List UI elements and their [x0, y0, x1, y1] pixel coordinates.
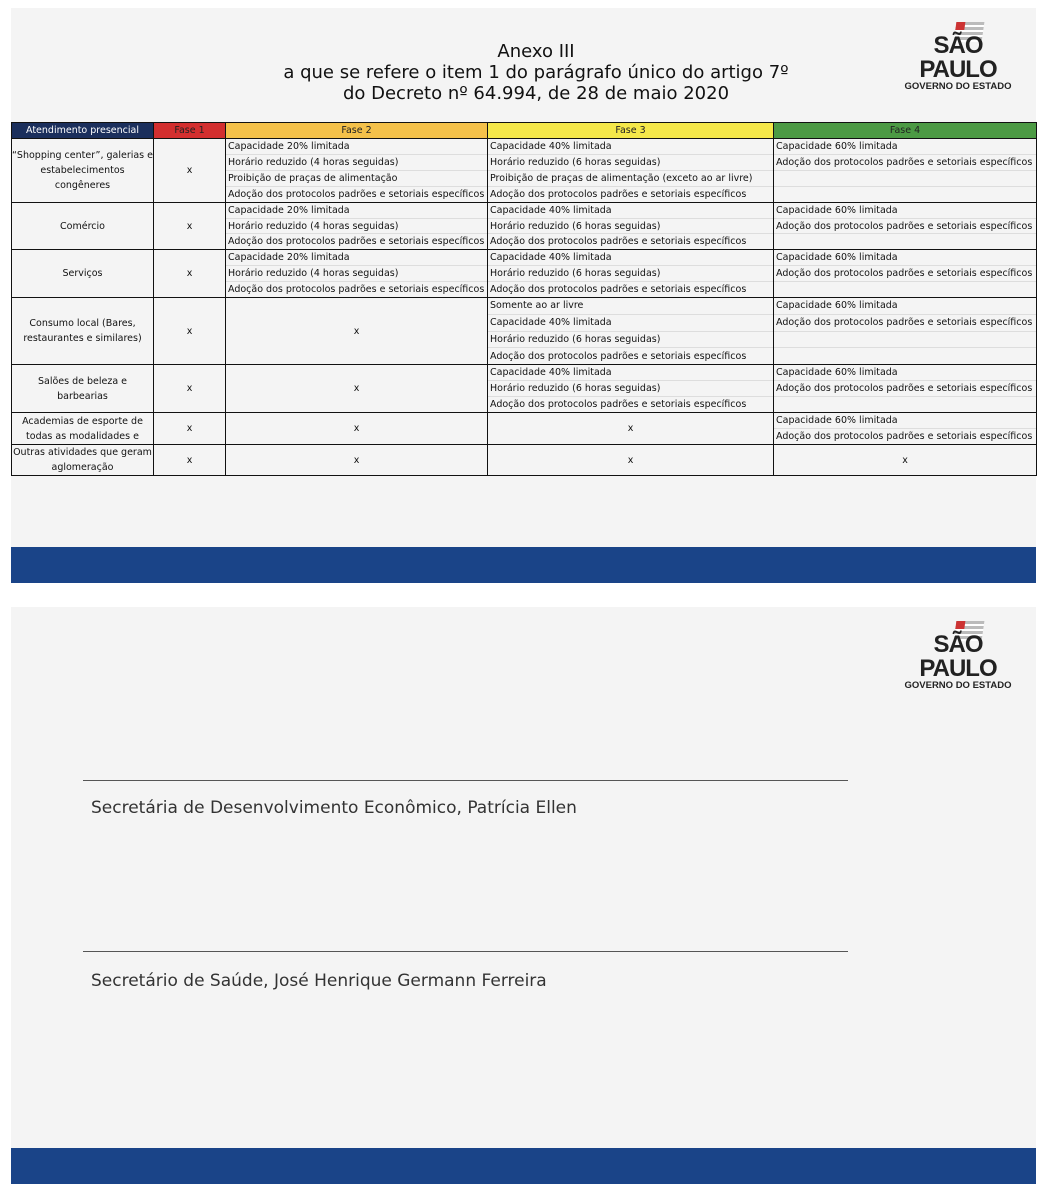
logo-name: SÃO PAULO	[919, 631, 997, 682]
activity-label: Academias de esporte de todas as modalidades e	[12, 413, 154, 445]
rule-item: Capacidade 60% limitada	[774, 203, 1036, 219]
fase1-closed-mark: x	[154, 365, 226, 413]
sao-paulo-logo	[898, 34, 1018, 92]
empty-line	[774, 282, 1036, 297]
table-row	[12, 250, 1037, 298]
header-fase-3: Fase 3	[488, 123, 774, 139]
signature-line	[83, 780, 848, 781]
signature-economic-secretary: Secretária de Desenvolvimento Econômico, Patrícia Ellen	[91, 798, 577, 818]
rule-item: Somente ao ar livre	[488, 298, 773, 315]
header-fase-1: Fase 1	[154, 123, 226, 139]
footer-band	[11, 547, 1036, 583]
table-row	[12, 298, 1037, 365]
rule-item: Adoção dos protocolos padrões e setoriais específicos	[490, 284, 747, 295]
rule-item: Capacidade 60% limitada	[774, 298, 1036, 315]
activity-label: “Shopping center”, galerias e estabelecimentos congêneres	[12, 139, 154, 203]
fase1-closed-mark: x	[154, 203, 226, 250]
table-row	[12, 139, 1037, 203]
signature-health-secretary: Secretário de Saúde, José Henrique Germann Ferreira	[91, 971, 547, 991]
empty-line	[774, 187, 1036, 202]
fase3-rules	[488, 365, 774, 413]
rule-item: Horário reduzido (6 horas seguidas)	[488, 155, 773, 171]
rule-item: Adoção dos protocolos padrões e setoriais específicos	[490, 189, 747, 200]
rule-item: Adoção dos protocolos padrões e setoriais específicos	[776, 431, 1033, 442]
empty-line	[774, 234, 1036, 249]
rule-item: Adoção dos protocolos padrões e setoriais específicos	[774, 155, 1036, 171]
rule-item: Horário reduzido (6 horas seguidas)	[488, 219, 773, 235]
fase4-rules	[774, 298, 1037, 365]
table-row	[12, 445, 1037, 476]
fase2-rules	[226, 203, 488, 250]
fase4-rules	[774, 413, 1037, 445]
rule-item: Capacidade 40% limitada	[488, 139, 773, 155]
rule-item: Capacidade 60% limitada	[774, 250, 1036, 266]
rule-item: Adoção dos protocolos padrões e setoriais específicos	[228, 189, 485, 200]
header-atendimento-presencial: Atendimento presencial	[12, 123, 154, 139]
rule-item: Adoção dos protocolos padrões e setoriais específicos	[228, 284, 485, 295]
rule-item: Adoção dos protocolos padrões e setoriais específicos	[228, 236, 485, 248]
rule-item: Adoção dos protocolos padrões e setoriais específicos	[490, 399, 747, 410]
sao-paulo-logo	[898, 633, 1018, 691]
header-fase-4: Fase 4	[774, 123, 1037, 139]
fase1-closed-mark: x	[154, 298, 226, 365]
rule-item: Capacidade 20% limitada	[226, 203, 487, 219]
rule-item: Capacidade 20% limitada	[226, 139, 487, 155]
activity-label: Outras atividades que geram aglomeração	[12, 445, 154, 476]
rule-item: Capacidade 40% limitada	[488, 203, 773, 219]
empty-line	[774, 397, 1036, 412]
fase3-rules	[488, 203, 774, 250]
table-row	[12, 203, 1037, 250]
activity-label: Comércio	[12, 203, 154, 250]
rule-item: Capacidade 40% limitada	[488, 365, 773, 381]
rule-item: Horário reduzido (4 horas seguidas)	[226, 155, 487, 171]
activity-label: Serviços	[12, 250, 154, 298]
fase2-closed-mark: x	[226, 413, 488, 445]
table-row	[12, 413, 1037, 445]
annex-title	[251, 41, 821, 104]
empty-line	[774, 171, 1036, 187]
header-fase-2: Fase 2	[226, 123, 488, 139]
fase4-rules	[774, 250, 1037, 298]
rule-item: Horário reduzido (6 horas seguidas)	[488, 266, 773, 282]
fase2-closed-mark: x	[226, 365, 488, 413]
rule-item: Capacidade 60% limitada	[774, 139, 1036, 155]
fase2-rules	[226, 139, 488, 203]
table-row	[12, 365, 1037, 413]
fase1-closed-mark: x	[154, 250, 226, 298]
rule-item: Capacidade 40% limitada	[488, 315, 773, 332]
rule-item: Capacidade 60% limitada	[774, 413, 1036, 429]
fase4-rules	[774, 203, 1037, 250]
annex-page	[11, 8, 1036, 583]
fase3-rules	[488, 250, 774, 298]
activity-label: Consumo local (Bares, restaurantes e similares)	[12, 298, 154, 365]
activity-label: Salões de beleza e barbearias	[12, 365, 154, 413]
fase2-rules	[226, 250, 488, 298]
rule-item: Adoção dos protocolos padrões e setoriais específicos	[490, 350, 747, 362]
fase2-closed-mark: x	[226, 298, 488, 365]
fase1-closed-mark: x	[154, 139, 226, 203]
rule-item: Proibição de praças de alimentação	[226, 171, 487, 187]
footer-band	[11, 1148, 1036, 1184]
logo-name: SÃO PAULO	[919, 32, 997, 83]
title-line: Anexo III	[497, 41, 575, 62]
rule-item: Adoção dos protocolos padrões e setoriais específicos	[774, 219, 1036, 235]
fase3-closed-mark: x	[488, 413, 774, 445]
rule-item: Adoção dos protocolos padrões e setoriais específicos	[490, 236, 747, 248]
rule-item: Horário reduzido (4 horas seguidas)	[226, 219, 487, 235]
rule-item: Horário reduzido (6 horas seguidas)	[488, 381, 773, 397]
signature-line	[83, 951, 848, 952]
rule-item: Proibição de praças de alimentação (exceto ao ar livre)	[488, 171, 773, 187]
rule-item: Capacidade 60% limitada	[774, 365, 1036, 381]
phases-table	[11, 122, 1037, 476]
logo-subtitle: GOVERNO DO ESTADO	[904, 680, 1012, 691]
rule-item: Horário reduzido (4 horas seguidas)	[226, 266, 487, 282]
fase2-closed-mark: x	[226, 445, 488, 476]
fase4-closed-mark: x	[774, 445, 1037, 476]
empty-line	[774, 348, 1036, 364]
fase4-rules	[774, 365, 1037, 413]
fase4-rules	[774, 139, 1037, 203]
title-line: do Decreto nº 64.994, de 28 de maio 2020	[342, 83, 730, 104]
rule-item: Horário reduzido (6 horas seguidas)	[488, 332, 773, 349]
rule-item: Adoção dos protocolos padrões e setoriais específicos	[774, 315, 1036, 332]
rule-item: Adoção dos protocolos padrões e setoriais específicos	[774, 381, 1036, 397]
rule-item: Capacidade 40% limitada	[488, 250, 773, 266]
empty-line	[774, 332, 1036, 349]
rule-item: Adoção dos protocolos padrões e setoriais específicos	[774, 266, 1036, 282]
logo-subtitle: GOVERNO DO ESTADO	[904, 81, 1012, 92]
signature-page	[11, 607, 1036, 1184]
fase3-rules	[488, 139, 774, 203]
fase3-closed-mark: x	[488, 445, 774, 476]
rule-item: Capacidade 20% limitada	[226, 250, 487, 266]
title-line: a que se refere o item 1 do parágrafo único do artigo 7º	[283, 62, 789, 83]
fase3-rules	[488, 298, 774, 365]
fase1-closed-mark: x	[154, 413, 226, 445]
fase1-closed-mark: x	[154, 445, 226, 476]
